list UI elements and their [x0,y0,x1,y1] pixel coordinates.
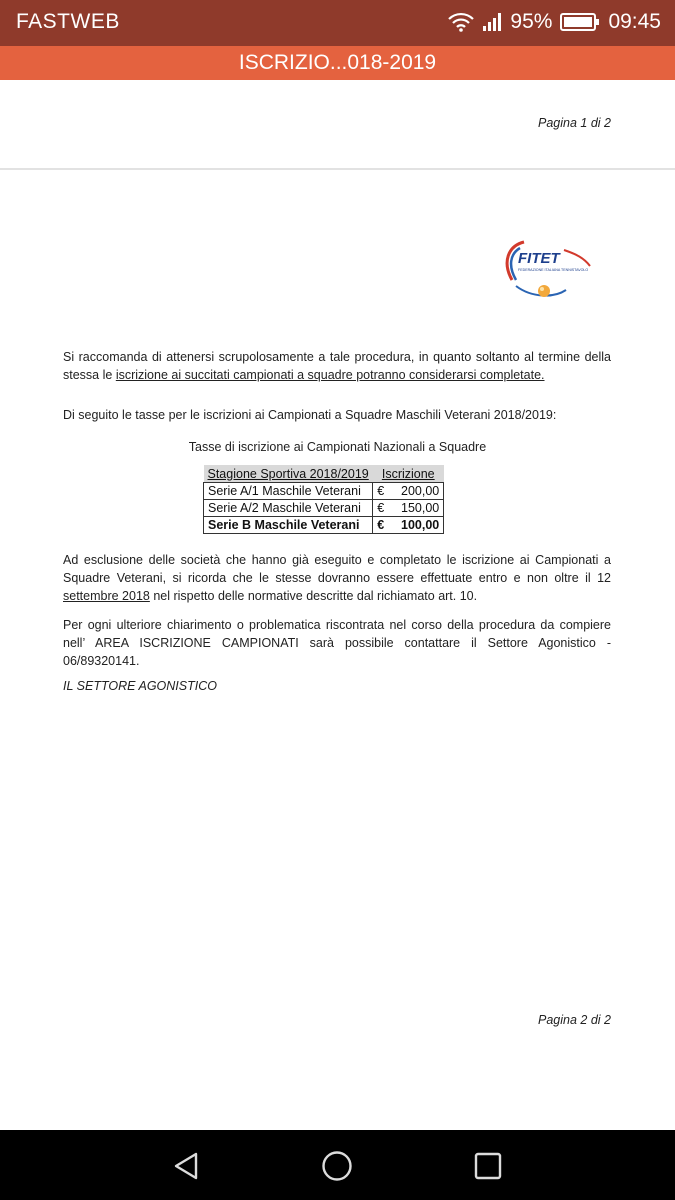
table-row [204,483,444,500]
signal-icon [482,12,502,32]
document-title: ISCRIZIO...018-2019 [238,51,437,74]
logo-subtitle: FEDERAZIONE ITALIANA TENNISTAVOLO [518,268,589,272]
deadline-paragraph [63,551,611,605]
wifi-icon [448,12,474,32]
deadline-date: settembre 2018 [63,589,150,603]
row-amount: 200,00 [395,483,444,500]
battery-percent: 95% [510,10,553,33]
fee-header: Iscrizione [373,465,444,483]
deadline-text-end: nel rispetto delle normative descritte dal richiamato art. 10. [149,589,478,603]
row-amount: 100,00 [395,517,444,534]
home-button[interactable] [320,1149,354,1183]
table-row [204,500,444,517]
table-row [204,517,444,534]
back-button[interactable] [170,1149,204,1183]
table-header-row [204,465,444,483]
recents-icon [471,1149,505,1183]
row-amount: 150,00 [395,500,444,517]
page-separator [0,168,675,170]
procedure-paragraph [63,348,611,384]
season-header: Stagione Sportiva 2018/2019 [204,465,373,483]
document-title-bar[interactable] [0,46,675,80]
contact-paragraph: Per ogni ulteriore chiarimento o problematica riscontrata nel corso della procedura da compiere nell’ AREA ISCRIZIONE CAMPIONATI sarà possibile contattare il Settore Agonistico - 06/89320141. [63,618,611,668]
home-icon [320,1149,354,1183]
status-indicators [448,10,661,34]
table-caption: Tasse di iscrizione ai Campionati Nazionali a Squadre [188,440,487,454]
row-currency: € [373,500,396,517]
row-currency: € [373,483,396,500]
fitet-logo [502,236,594,302]
row-label: Serie A/1 Maschile Veterani [204,483,373,500]
back-icon [170,1149,204,1183]
fees-intro-paragraph: Di seguito le tasse per le iscrizioni ai Campionati a Squadre Maschili Veterani 2018/2019: [63,408,557,422]
fees-table [203,465,444,534]
page-number-2: Pagina 2 di 2 [538,1013,611,1027]
battery-icon [560,12,600,32]
row-currency: € [373,517,396,534]
procedure-underlined-text: iscrizione ai succitati campionati a squadre potranno considerarsi completate. [115,368,545,382]
row-label: Serie A/2 Maschile Veterani [204,500,373,517]
carrier-label: FASTWEB [16,10,120,33]
recents-button[interactable] [471,1149,505,1183]
clock: 09:45 [608,10,661,33]
document-viewer[interactable] [0,80,675,1130]
page-number-1: Pagina 1 di 2 [538,116,611,130]
navigation-bar [0,1130,675,1200]
row-label: Serie B Maschile Veterani [204,517,373,534]
procedure-text: Si raccomanda di attenersi scrupolosamente a tale procedura, in quanto soltanto al termine della stessa le [63,350,611,382]
status-bar [0,0,675,46]
deadline-text: Ad esclusione delle società che hanno già eseguito e completato le iscrizione ai Campionati a Squadre Veterani, si ricorda che le stesse dovranno essere effettuate entro e non oltre il 12 [63,553,611,585]
logo-title: FITET [518,250,560,267]
signature: IL SETTORE AGONISTICO [63,679,217,693]
